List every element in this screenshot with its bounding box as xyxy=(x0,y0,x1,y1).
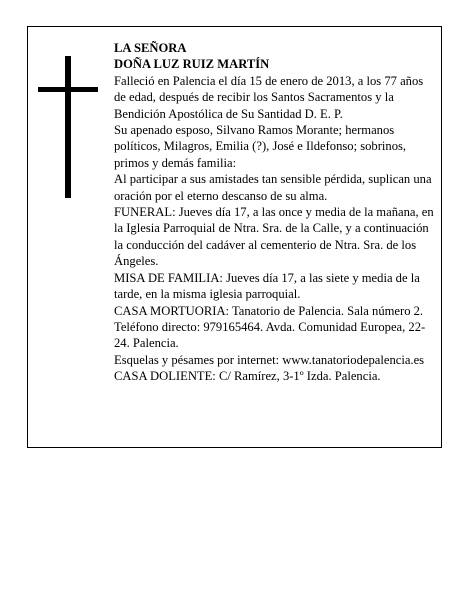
family-list: Su apenado esposo, Silvano Ramos Morante; hermanos políticos, Milagros, Emilia (?), José e Ildefonso; sobrinos, primos y demás familia: xyxy=(114,123,407,170)
family-mass-info: MISA DE FAMILIA: Jueves día 17, a las siete y media de la tarde, en la misma iglesia parroquial. xyxy=(114,270,420,302)
funeral-info: FUNERAL: Jueves día 17, a las once y media de la mañana, en la Iglesia Parroquial de Ntra. Sra. de la Calle, y a continuación la conducción del cadáver al cementerio de Ntra. Sra. de los Ángeles. xyxy=(114,205,434,269)
cross-vertical-bar xyxy=(65,56,71,198)
cross-icon xyxy=(38,56,98,198)
internet-condolences: Esquelas y pésames por internet: www.tanatoriodepalencia.es xyxy=(114,352,425,367)
cross-horizontal-bar xyxy=(38,87,98,92)
family-home-address: CASA DOLIENTE: C/ Ramírez, 3-1º Izda. Palencia. xyxy=(114,369,381,384)
obituary-text xyxy=(114,40,434,385)
deceased-name: DOÑA LUZ RUIZ MARTÍN xyxy=(114,57,270,72)
death-announcement: Falleció en Palencia el día 15 de enero de 2013, a los 77 años de edad, después de recibir los Santos Sacramentos y la Bendición Apostólica de Su Santidad D. E. P. xyxy=(114,73,424,121)
prayer-request: Al participar a sus amistades tan sensible pérdida, suplican una oración por el eterno descanso de su alma. xyxy=(114,172,432,203)
funeral-home-info: CASA MORTUORIA: Tanatorio de Palencia. Sala número 2. Teléfono directo: 979165464. Avda. Comunidad Europea, 22-24. Palencia. xyxy=(114,303,426,351)
heading-title: LA SEÑORA xyxy=(114,41,187,55)
